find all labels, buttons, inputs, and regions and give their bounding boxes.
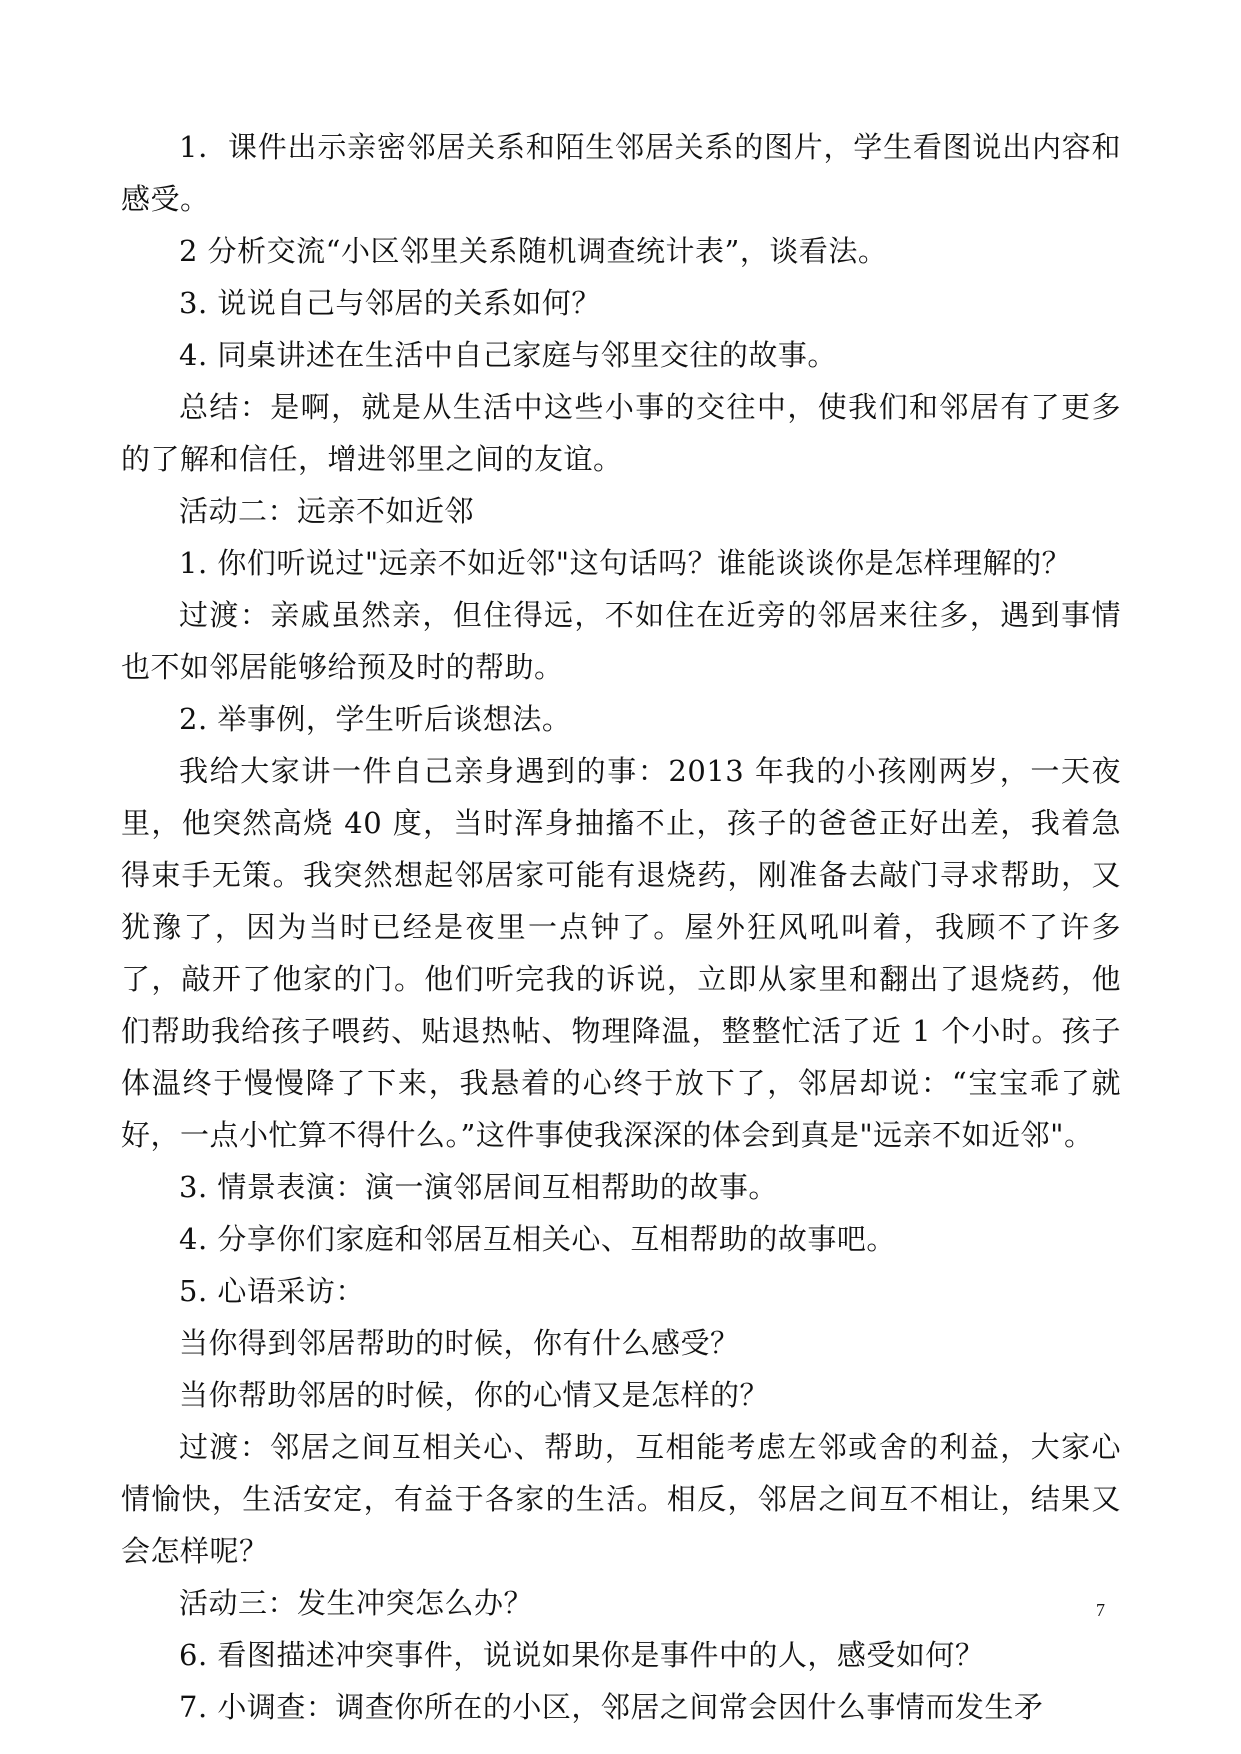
paragraph: 4. 同桌讲述在生活中自己家庭与邻里交往的故事。 [179,338,837,372]
paragraph: 当你帮助邻居的时候，你的心情又是怎样的？ [179,1378,770,1412]
section-heading: 活动三：发生冲突怎么办？ [179,1586,534,1620]
document-body [121,121,1121,1733]
section-heading: 活动二：远亲不如近邻 [179,494,475,528]
paragraph: 过渡：亲戚虽然亲，但住得远，不如住在近旁的邻居来往多，遇到事情也不如邻居能够给预及时的帮助。 [121,598,1121,684]
paragraph: 3. 说说自己与邻居的关系如何？ [179,286,601,320]
paragraph: 1．课件出示亲密邻居关系和陌生邻居关系的图片，学生看图说出内容和感受。 [121,130,1121,216]
paragraph: 2 分析交流“小区邻里关系随机调查统计表”，谈看法。 [179,234,888,268]
paragraph: 我给大家讲一件自己亲身遇到的事：2013 年我的小孩刚两岁，一天夜里，他突然高烧 40 度，当时浑身抽搐不止，孩子的爸爸正好出差，我着急得束手无策。我突然想起邻居家可能有退烧药，刚准备去敲门寻求帮助，又犹豫了，因为当时已经是夜里一点钟了。屋外狂风吼叫着，我顾不了许多了，敲开了他家的门。他们听完我的诉说，立即从家里和翻出了退烧药，他们帮助我给孩子喂药、贴退热帖、物理降温，整整忙活了近 1 个小时。孩子体温终于慢慢降了下来，我悬着的心终于放下了，邻居却说：“宝宝乖了就好，一点小忙算不得什么。”这件事使我深深的体会到真是"远亲不如近邻"。 [121,754,1121,1152]
paragraph: 5. 心语采访： [179,1274,365,1308]
paragraph: 当你得到邻居帮助的时候，你有什么感受？ [179,1326,740,1360]
paragraph: 总结：是啊，就是从生活中这些小事的交往中，使我们和邻居有了更多的了解和信任，增进邻里之间的友谊。 [121,390,1121,476]
page-number: 7 [1096,1600,1105,1620]
paragraph: 3. 情景表演：演一演邻居间互相帮助的故事。 [179,1170,778,1204]
paragraph: 过渡：邻居之间互相关心、帮助，互相能考虑左邻或舍的利益，大家心情愉快，生活安定，有益于各家的生活。相反，邻居之间互不相让，结果又会怎样呢？ [121,1430,1121,1568]
paragraph: 7. 小调查：调查你所在的小区，邻居之间常会因什么事情而发生矛 [179,1690,1044,1724]
paragraph: 1. 你们听说过"远亲不如近邻"这句话吗？谁能谈谈你是怎样理解的？ [179,546,1072,580]
paragraph: 6. 看图描述冲突事件，说说如果你是事件中的人，感受如何？ [179,1638,985,1672]
paragraph: 2. 举事例，学生听后谈想法。 [179,702,572,736]
paragraph: 4. 分享你们家庭和邻居互相关心、互相帮助的故事吧。 [179,1222,896,1256]
